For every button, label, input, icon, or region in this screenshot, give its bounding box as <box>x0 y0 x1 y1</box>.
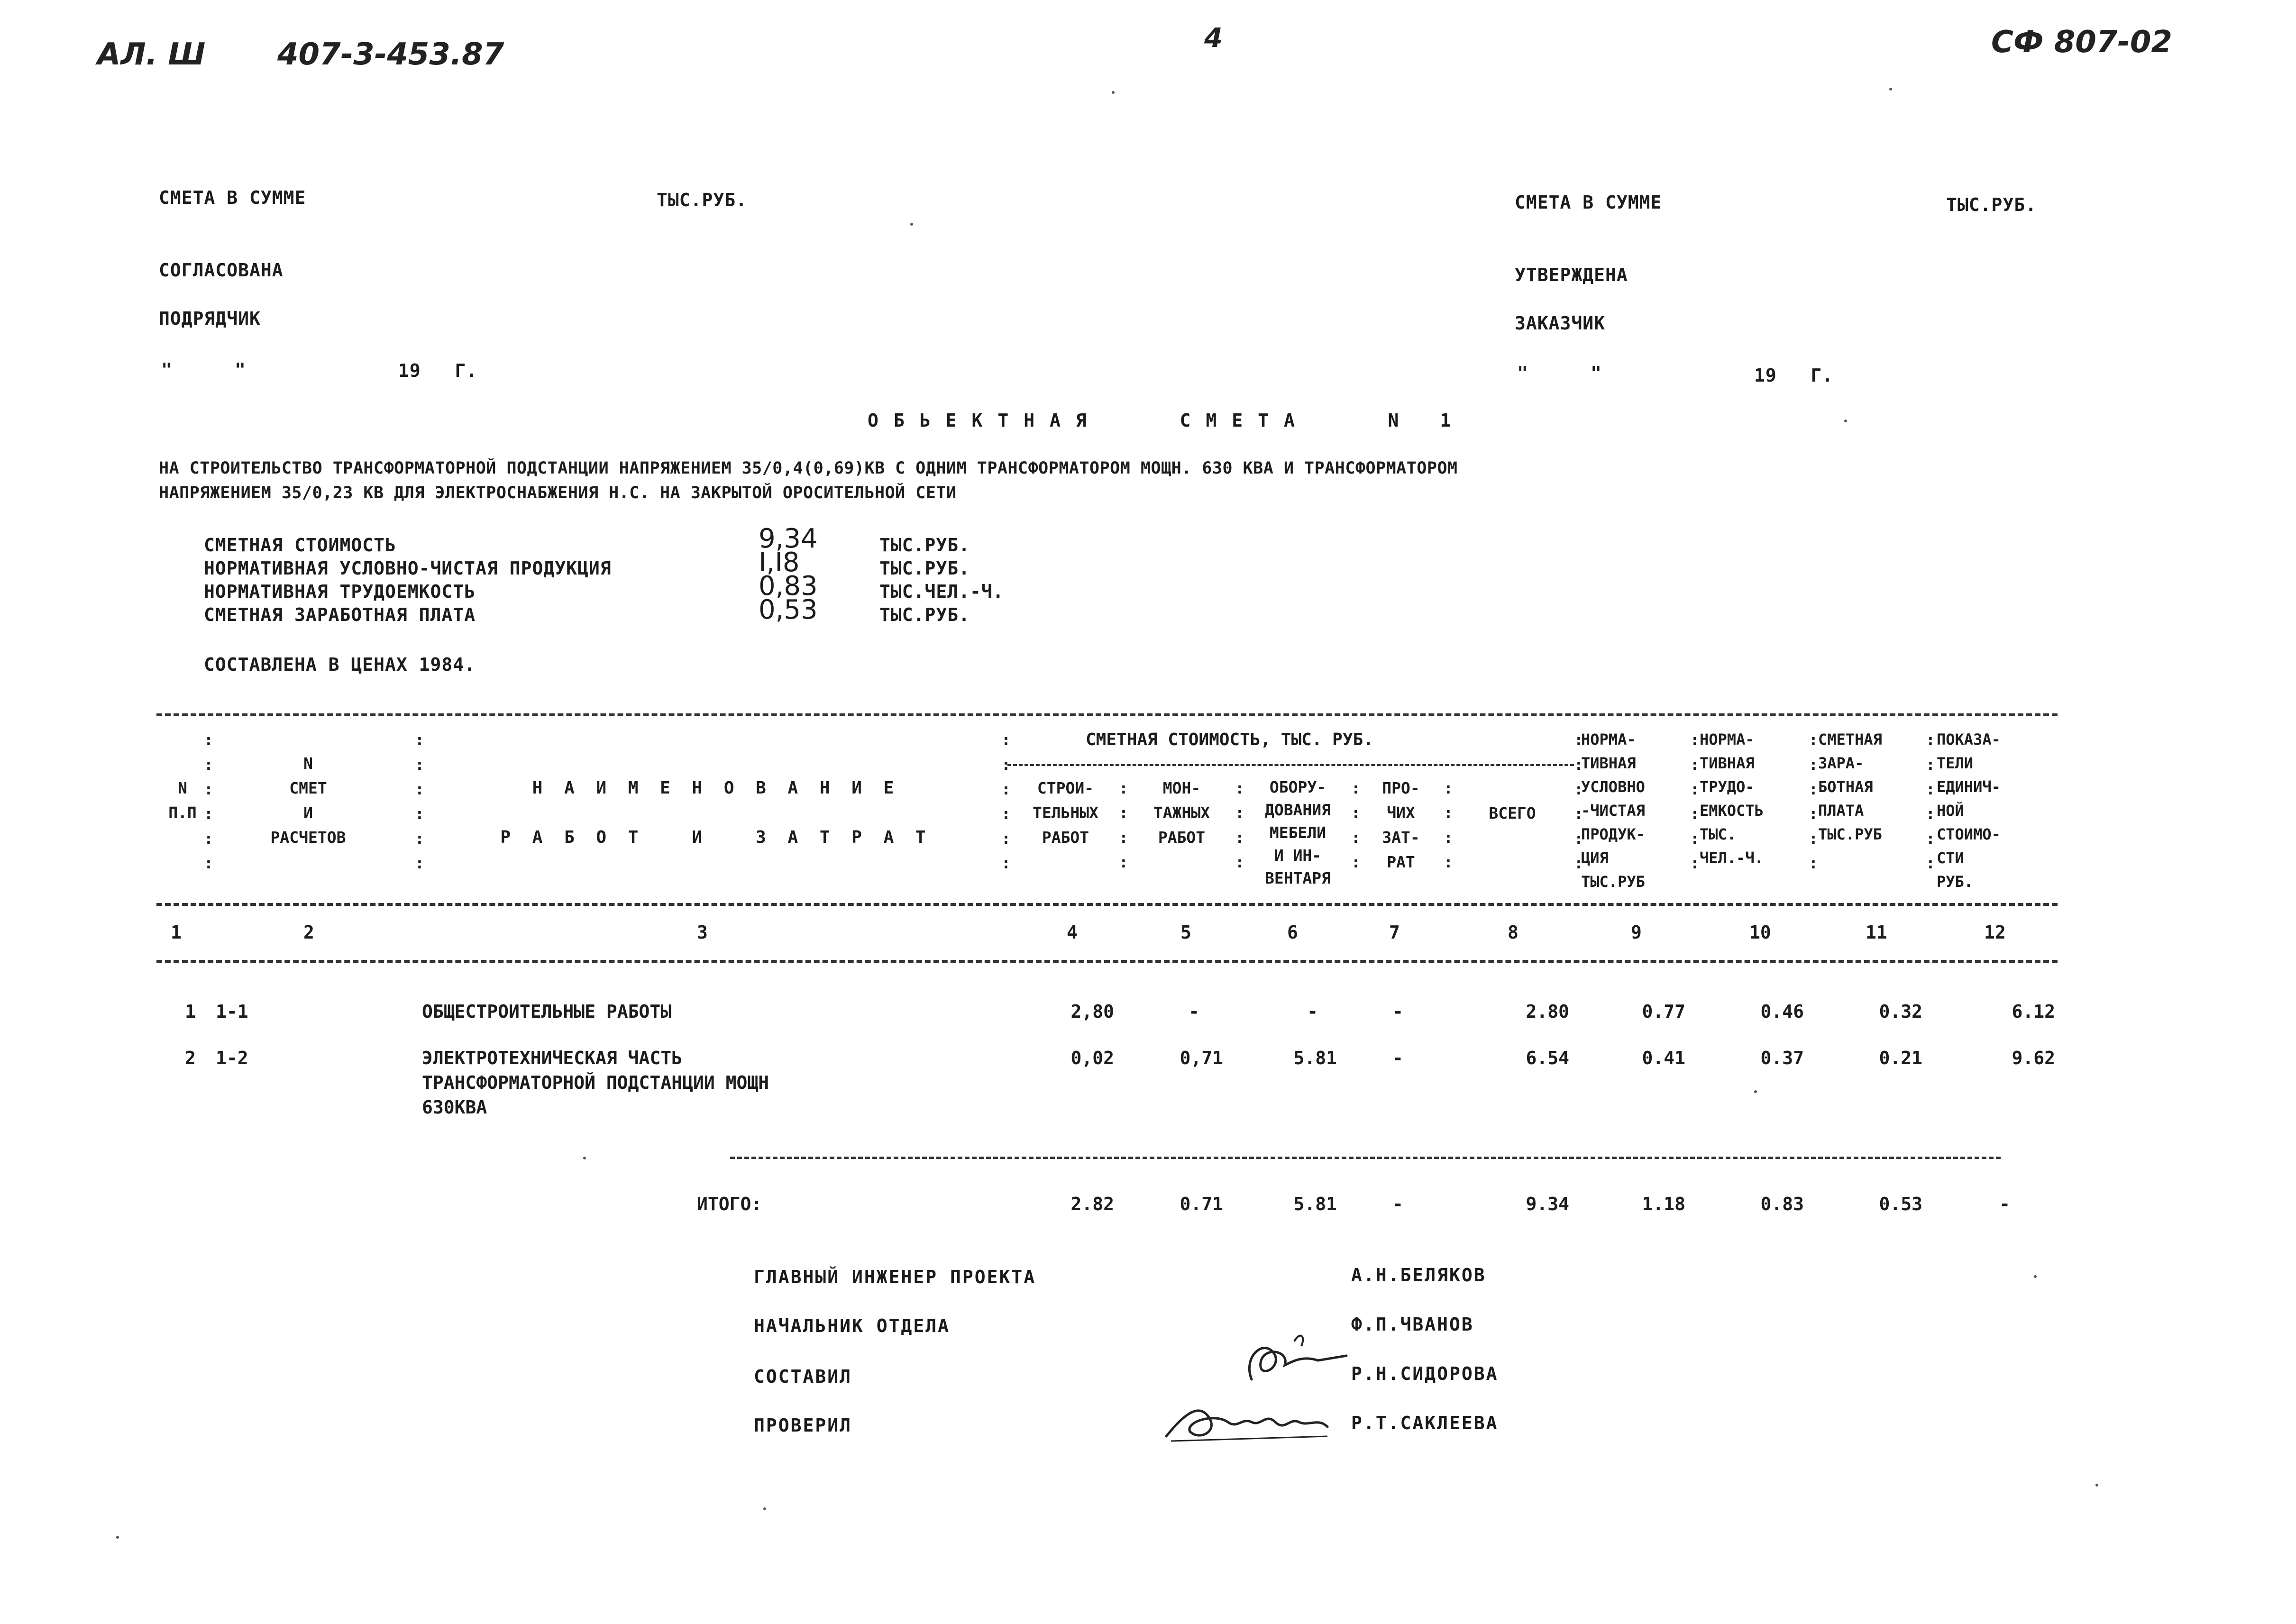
row-equip: - <box>1307 1001 1318 1022</box>
header-norm1-line: ПРОДУК- <box>1581 825 1645 843</box>
signature-name: Р.Т.САКЛЕЕВА <box>1351 1413 1499 1433</box>
row-total: 6.54 <box>1526 1048 1569 1068</box>
header-col-name <box>436 776 996 850</box>
header-ind-line: СТИ <box>1937 849 1964 867</box>
header-col-wage <box>1818 728 1927 846</box>
header-wage-line: ТЫС.РУБ <box>1818 825 1882 843</box>
total-indicator: - <box>1999 1194 2010 1214</box>
header-bottom-border <box>156 903 2058 906</box>
total-norm2: 0.83 <box>1760 1194 1804 1214</box>
header-equip-line: ДОВАНИЯ <box>1264 801 1331 819</box>
total-separator <box>730 1157 2001 1159</box>
header-col-n <box>159 776 206 825</box>
col-separators: : : : : : : <box>1001 730 1011 872</box>
total-label: ИТОГО: <box>697 1194 762 1214</box>
summary-unit-labor: ТЫС.ЧЕЛ.-Ч. <box>879 581 1004 602</box>
right-sum-unit: ТЫС.РУБ. <box>1946 194 2037 215</box>
header-wage-line: СМЕТНАЯ <box>1818 730 1882 748</box>
col-separators: : : : : : : <box>1574 730 1583 872</box>
scan-speck <box>1889 88 1892 91</box>
col-number: 3 <box>697 922 708 943</box>
col-number: 9 <box>1631 922 1642 943</box>
header-norm2-line: ТИВНАЯ <box>1700 754 1755 772</box>
left-sum-unit: ТЫС.РУБ. <box>657 190 748 210</box>
header-col-norm1 <box>1581 728 1690 894</box>
header-mount-line: РАБОТ <box>1158 828 1206 847</box>
header-build-line: СТРОИ- <box>1037 779 1094 797</box>
signature-role: ГЛАВНЫЙ ИНЖЕНЕР ПРОЕКТА <box>754 1267 1036 1287</box>
header-equip-line: ОБОРУ- <box>1269 778 1326 796</box>
header-other-line: РАТ <box>1387 853 1415 871</box>
header-smet-line: И <box>303 803 313 822</box>
header-other-line: ПРО- <box>1382 779 1420 797</box>
scan-speck <box>1754 1090 1757 1093</box>
header-norm2-line: ЧЕЛ.-Ч. <box>1700 849 1764 867</box>
scan-speck <box>763 1507 766 1510</box>
col-number: 4 <box>1067 922 1078 943</box>
header-norm2-line: НОРМА- <box>1700 730 1755 748</box>
header-col-other <box>1358 776 1444 875</box>
row-smet: 1-2 <box>216 1048 248 1068</box>
header-other-line: ЗАТ- <box>1382 828 1420 847</box>
scan-speck <box>583 1157 586 1159</box>
header-name-line: Р А Б О Т И З А Т Р А Т <box>500 828 932 847</box>
header-cost-group: СМЕТНАЯ СТОИМОСТЬ, ТЫС. РУБ. <box>1086 730 1373 749</box>
signature-name: Р.Н.СИДОРОВА <box>1351 1363 1499 1384</box>
header-norm2-line: ТЫС. <box>1700 825 1737 843</box>
row-mount: - <box>1189 1001 1199 1022</box>
header-smet-line: N <box>303 754 313 773</box>
row-indicator: 9.62 <box>2012 1048 2055 1068</box>
left-date-quote-open: " <box>161 359 173 380</box>
summary-value-wage: 0,53 <box>759 594 818 625</box>
row-norm1: 0.41 <box>1642 1048 1685 1068</box>
header-norm1-line: ТИВНАЯ <box>1581 754 1636 772</box>
signature-role: ПРОВЕРИЛ <box>754 1415 852 1436</box>
summary-value-labor: 0,83 <box>759 571 818 602</box>
col-separators: : : : : <box>1235 779 1244 871</box>
signature-role: НАЧАЛЬНИК ОТДЕЛА <box>754 1315 951 1336</box>
header-wage-line: БОТНАЯ <box>1818 778 1873 796</box>
header-col-n-line: П.П <box>168 803 197 822</box>
header-norm1-line: ЦИЯ <box>1581 849 1609 867</box>
right-date-year: 19 Г. <box>1754 365 1834 386</box>
header-norm2-line: ТРУДО- <box>1700 778 1755 796</box>
row-norm2: 0.37 <box>1760 1048 1804 1068</box>
col-separators: : : : : : : <box>1809 730 1818 872</box>
table-top-border <box>156 713 2058 716</box>
header-ind-line: ПОКАЗА- <box>1937 730 2001 748</box>
col-number: 6 <box>1287 922 1298 943</box>
scan-speck <box>2034 1275 2037 1278</box>
prices-note: СОСТАВЛЕНА В ЦЕНАХ 1984. <box>204 654 476 675</box>
right-approved: УТВЕРЖДЕНА <box>1515 265 1628 285</box>
col-number: 11 <box>1866 922 1887 943</box>
header-norm1-line: УСЛОВНО <box>1581 778 1645 796</box>
left-sum-label: СМЕТА В СУММЕ <box>159 187 306 208</box>
total-norm1: 1.18 <box>1642 1194 1685 1214</box>
header-col-indicator <box>1937 728 2060 894</box>
header-norm2-line: ЕМКОСТЬ <box>1700 802 1764 820</box>
total-equip: 5.81 <box>1293 1194 1337 1214</box>
col-number: 12 <box>1984 922 2006 943</box>
header-wage-line: ЗАРА- <box>1818 754 1864 772</box>
row-norm2: 0.46 <box>1760 1001 1804 1022</box>
header-wage-line: ПЛАТА <box>1818 802 1864 820</box>
row-wage: 0.21 <box>1879 1048 1922 1068</box>
header-smet-line: РАСЧЕТОВ <box>270 828 346 847</box>
summary-label-labor: НОРМАТИВНАЯ ТРУДОЕМКОСТЬ <box>204 581 476 602</box>
header-col-total: ВСЕГО <box>1489 804 1536 822</box>
total-total: 9.34 <box>1526 1194 1569 1214</box>
row-n: 1 <box>185 1001 196 1022</box>
description-line-2: НАПРЯЖЕНИЕМ 35/0,23 КВ ДЛЯ ЭЛЕКТРОСНАБЖЕНИЯ Н.С. НА ЗАКРЫТОЙ ОРОСИТЕЛЬНОЙ СЕТИ <box>159 484 957 502</box>
scan-speck <box>910 223 913 226</box>
left-date-quote-close: " <box>235 359 246 380</box>
header-norm1-line: НОРМА- <box>1581 730 1636 748</box>
header-col-build <box>1012 776 1119 850</box>
col-separators: : : : : : : <box>1926 730 1935 872</box>
handwritten-signature-2 <box>1157 1384 1356 1451</box>
header-name-line: Н А И М Е Н О В А Н И Е <box>532 778 900 798</box>
scan-speck <box>1844 420 1847 422</box>
summary-value-cost: 9,34 <box>759 523 818 554</box>
col-separators: : : : : : : <box>1690 730 1700 872</box>
col-separators: : : : : <box>1351 779 1361 871</box>
summary-label-cost: СМЕТНАЯ СТОИМОСТЬ <box>204 535 396 556</box>
header-smet-line: СМЕТ <box>289 779 327 797</box>
summary-unit-wage: ТЫС.РУБ. <box>879 604 970 625</box>
row-total: 2.80 <box>1526 1001 1569 1022</box>
row-wage: 0.32 <box>1879 1001 1922 1022</box>
row-name: ОБЩЕСТРОИТЕЛЬНЫЕ РАБОТЫ <box>422 1001 672 1022</box>
signature-name: Ф.П.ЧВАНОВ <box>1351 1314 1474 1335</box>
header-col-norm2 <box>1700 728 1809 870</box>
summary-label-product: НОРМАТИВНАЯ УСЛОВНО-ЧИСТАЯ ПРОДУКЦИЯ <box>204 558 612 579</box>
scan-speck <box>2095 1484 2098 1487</box>
header-ind-line: РУБ. <box>1937 873 1974 891</box>
col-separators: : : : : <box>1444 779 1453 871</box>
row-norm1: 0.77 <box>1642 1001 1685 1022</box>
col-number: 10 <box>1749 922 1771 943</box>
right-party: ЗАКАЗЧИК <box>1515 313 1606 334</box>
header-build-line: ТЕЛЬНЫХ <box>1032 803 1099 822</box>
header-ind-line: ЕДИНИЧ- <box>1937 778 2001 796</box>
description-line-1: НА СТРОИТЕЛЬСТВО ТРАНСФОРМАТОРНОЙ ПОДСТАНЦИИ НАПРЯЖЕНИЕМ 35/0,4(0,69)КВ С ОДНИМ ТРАНСФОРМАТОРОМ МОЩН. 630 КВА И ТРАНСФОРМАТОРОМ <box>159 459 1458 478</box>
right-date-quote-open: " <box>1517 363 1528 383</box>
header-equip-line: И ИН- <box>1274 846 1322 865</box>
column-numbers-bottom-border <box>156 960 2058 963</box>
col-separators: : : : : <box>1119 779 1128 871</box>
row-name: ТРАНСФОРМАТОРНОЙ ПОДСТАНЦИИ МОЩН <box>422 1072 769 1093</box>
row-mount: 0,71 <box>1180 1048 1223 1068</box>
header-ind-line: ТЕЛИ <box>1937 754 1974 772</box>
col-number: 1 <box>171 922 182 943</box>
header-norm1-line: -ЧИСТАЯ <box>1581 802 1645 820</box>
left-party: ПОДРЯДЧИК <box>159 308 261 329</box>
col-number: 5 <box>1180 922 1191 943</box>
header-col-equip <box>1244 776 1351 890</box>
header-equip-line: ВЕНТАРЯ <box>1264 869 1331 887</box>
right-date-quote-close: " <box>1591 363 1602 383</box>
row-build: 2,80 <box>1070 1001 1114 1022</box>
header-ind-line: СТОИМО- <box>1937 825 2001 843</box>
header-mount-line: МОН- <box>1162 779 1201 797</box>
summary-label-wage: СМЕТНАЯ ЗАРАБОТНАЯ ПЛАТА <box>204 604 476 625</box>
summary-unit-cost: ТЫС.РУБ. <box>879 535 970 556</box>
signature-role: СОСТАВИЛ <box>754 1366 852 1387</box>
row-name: 630КВА <box>422 1097 487 1118</box>
col-number: 2 <box>303 922 314 943</box>
header-mount-line: ТАЖНЫХ <box>1153 803 1210 822</box>
document-title: ОБЬЕКТНАЯ СМЕТА N 1 <box>868 410 1466 431</box>
col-separators: : : : : : : <box>415 730 424 872</box>
header-ind-line: НОЙ <box>1937 802 1964 820</box>
total-mount: 0.71 <box>1180 1194 1223 1214</box>
header-norm1-line: ТЫС.РУБ <box>1581 873 1645 891</box>
left-agreed: СОГЛАСОВАНА <box>159 260 284 281</box>
col-number: 8 <box>1508 922 1518 943</box>
right-sum-label: СМЕТА В СУММЕ <box>1515 192 1662 213</box>
handwritten-signature-1 <box>1223 1327 1365 1394</box>
row-other: - <box>1392 1048 1403 1068</box>
row-smet: 1-1 <box>216 1001 248 1022</box>
sheet-code: СФ 807-02 <box>1991 25 2172 60</box>
scan-speck <box>116 1536 119 1539</box>
header-other-line: ЧИХ <box>1387 803 1415 822</box>
row-indicator: 6.12 <box>2012 1001 2055 1022</box>
cost-group-underline <box>1007 764 1574 766</box>
album-label: АЛ. Ш <box>97 37 206 72</box>
row-name: ЭЛЕКТРОТЕХНИЧЕСКАЯ ЧАСТЬ <box>422 1048 683 1068</box>
row-build: 0,02 <box>1070 1048 1114 1068</box>
summary-unit-product: ТЫС.РУБ. <box>879 558 970 579</box>
col-number: 7 <box>1389 922 1400 943</box>
project-code: 407-3-453.87 <box>277 37 504 72</box>
header-col-smet <box>223 751 393 850</box>
page-number: 4 <box>1204 23 1223 54</box>
total-build: 2.82 <box>1070 1194 1114 1214</box>
header-col-mount <box>1128 776 1235 850</box>
row-n: 2 <box>185 1048 196 1068</box>
header-equip-line: МЕБЕЛИ <box>1269 823 1326 842</box>
signature-name: А.Н.БЕЛЯКОВ <box>1351 1265 1486 1286</box>
row-equip: 5.81 <box>1293 1048 1337 1068</box>
summary-value-product: I,I8 <box>759 547 800 578</box>
row-other: - <box>1392 1001 1403 1022</box>
scan-speck <box>1112 91 1115 94</box>
header-build-line: РАБОТ <box>1042 828 1089 847</box>
col-separators: : : : : : : <box>204 730 213 872</box>
left-date-year: 19 Г. <box>398 360 478 381</box>
total-wage: 0.53 <box>1879 1194 1922 1214</box>
total-other: - <box>1392 1194 1403 1214</box>
header-col-n-line: N <box>178 779 187 797</box>
